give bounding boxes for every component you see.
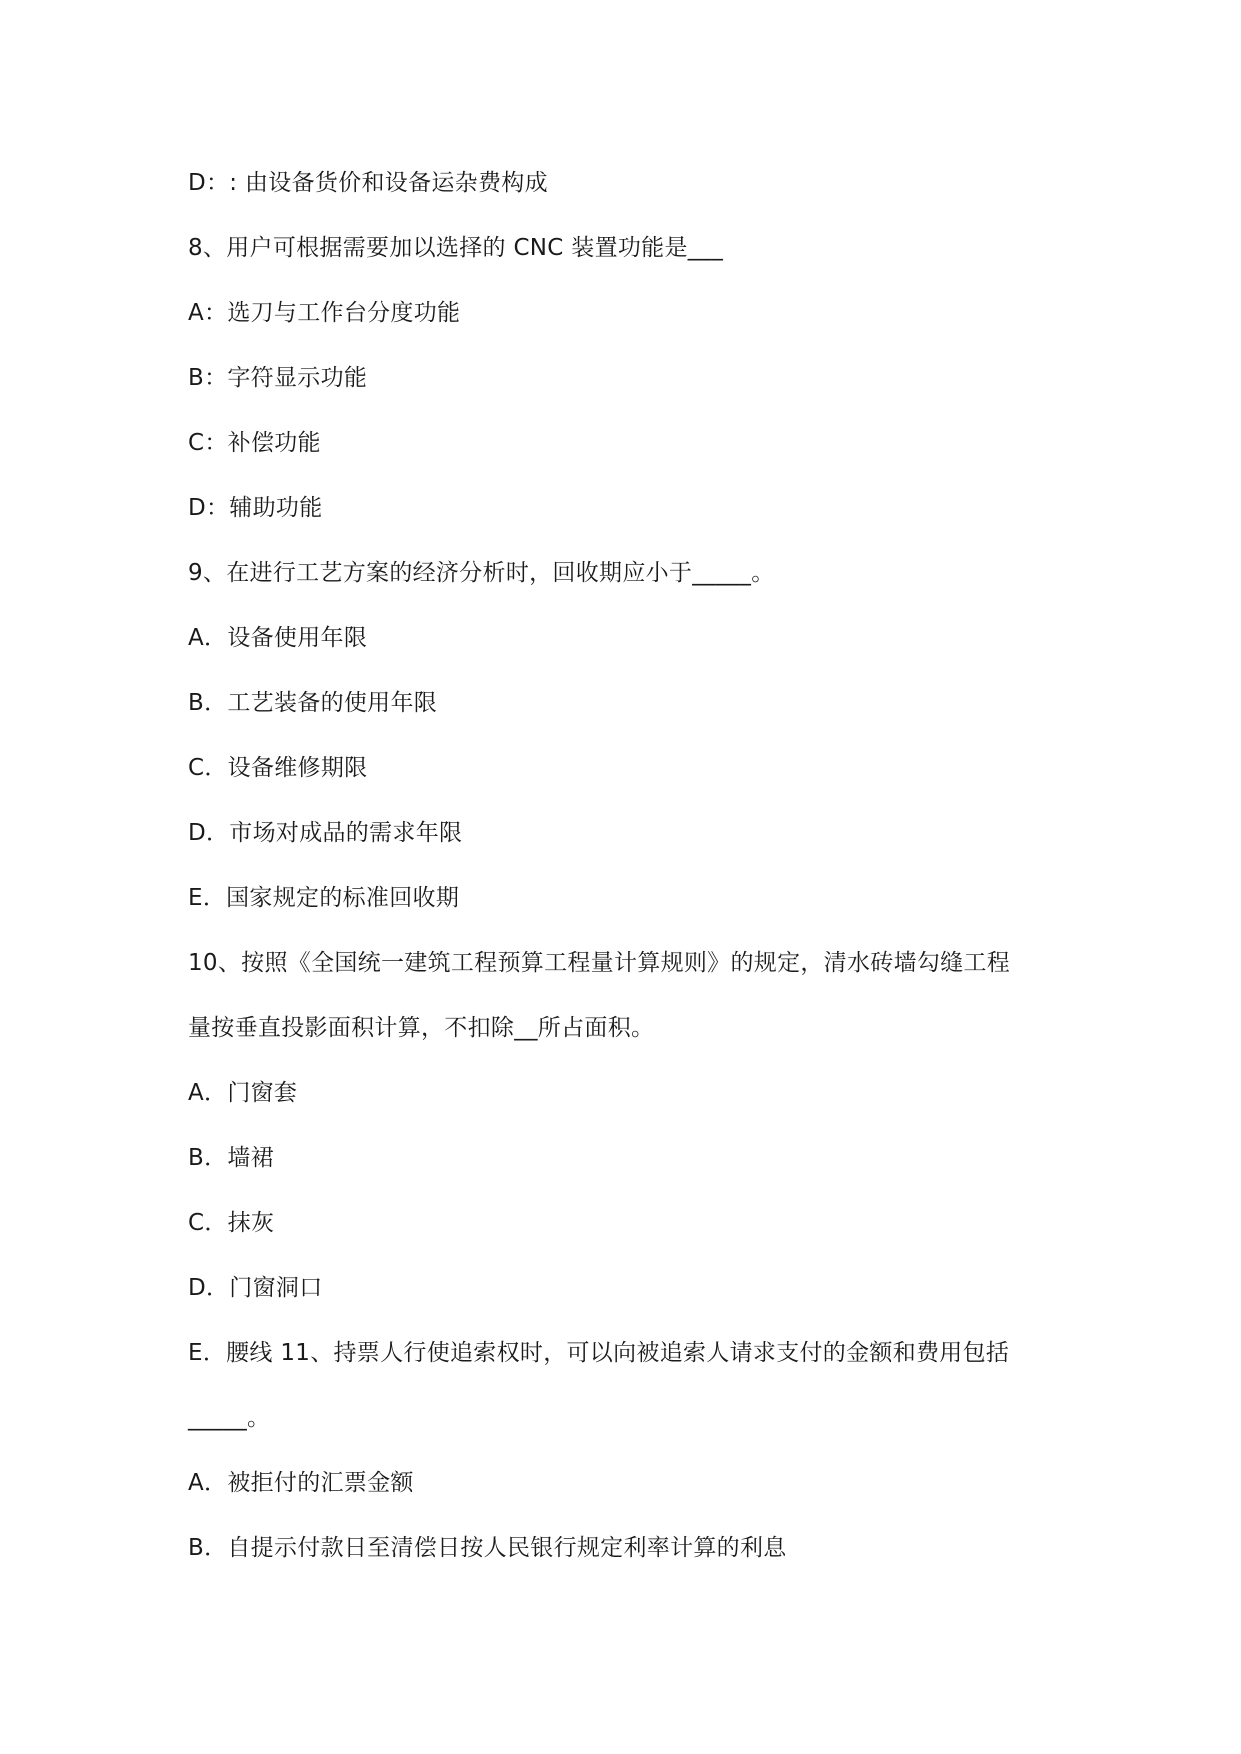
option-e-and-question-11: E．腰线 11、持票人行使追索权时，可以向被追索人请求支付的金额和费用包括 [188, 1340, 1010, 1366]
option-a: A．被拒付的汇票金额 [188, 1470, 414, 1496]
option-d: D．门窗洞口 [188, 1275, 323, 1301]
option-b: B．墙裙 [188, 1145, 274, 1171]
question-10: 10、按照《全国统一建筑工程预算工程量计算规则》的规定，清水砖墙勾缝工程 [188, 950, 1011, 976]
option-b: B．自提示付款日至清偿日按人民银行规定利率计算的利息 [188, 1535, 787, 1561]
question-8: 8、用户可根据需要加以选择的 CNC 装置功能是___ [188, 235, 724, 261]
option-d: D：辅助功能 [188, 495, 323, 521]
option-a: A：选刀与工作台分度功能 [188, 300, 461, 326]
question-9: 9、在进行工艺方案的经济分析时，回收期应小于_____。 [188, 560, 775, 586]
option-e: E．国家规定的标准回收期 [188, 885, 460, 911]
question-10-continued: 量按垂直投影面积计算，不扣除__所占面积。 [188, 1015, 655, 1041]
option-c: C：补偿功能 [188, 430, 321, 456]
option-c: C．抹灰 [188, 1210, 275, 1236]
option-d: D．市场对成品的需求年限 [188, 820, 463, 846]
text-line: D：: 由设备货价和设备运杂费构成 [188, 170, 548, 196]
option-b: B．工艺装备的使用年限 [188, 690, 438, 716]
option-a: A．门窗套 [188, 1080, 298, 1106]
option-a: A．设备使用年限 [188, 625, 368, 651]
option-c: C．设备维修期限 [188, 755, 368, 781]
option-b: B：字符显示功能 [188, 365, 368, 391]
question-11-blank: _____。 [188, 1405, 271, 1431]
